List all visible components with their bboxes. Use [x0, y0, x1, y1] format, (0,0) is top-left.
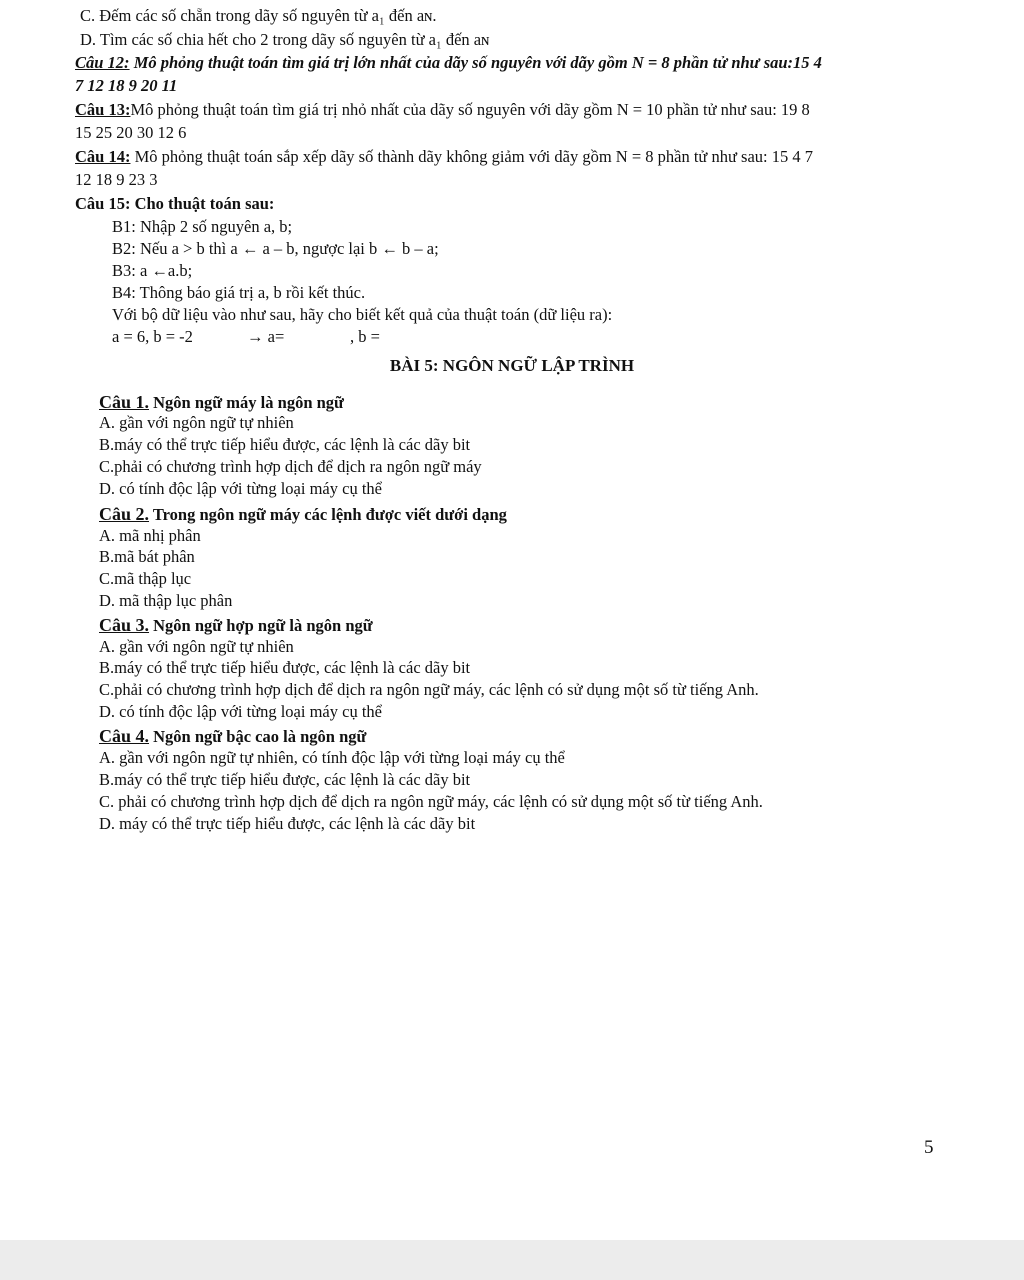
prev-option-c: C. Đếm các số chẵn trong dãy số nguyên từ a₁ đến aɴ. — [80, 6, 437, 25]
question-15-input: a = 6, b = -2 — [112, 327, 193, 346]
mcq-2-option-c: C.mã thập lục — [99, 569, 192, 588]
question-12 — [75, 53, 822, 73]
prev-option-d: D. Tìm các số chia hết cho 2 trong dãy số nguyên từ a₁ đến aɴ — [80, 30, 490, 49]
mcq-1-label: Câu 1. — [99, 392, 150, 412]
mcq-3-option-a: A. gần với ngôn ngữ tự nhiên — [99, 637, 294, 656]
mcq-4-option-d: D. máy có thể trực tiếp hiểu được, các lệnh là các dãy bit — [99, 814, 476, 833]
mcq-4-question — [99, 726, 366, 747]
mcq-1-text: Ngôn ngữ máy là ngôn ngữ — [149, 393, 344, 412]
question-15-prompt: Với bộ dữ liệu vào như sau, hãy cho biết kết quả của thuật toán (dữ liệu ra): — [112, 305, 613, 324]
question-14-label: Câu 14: — [75, 147, 131, 166]
question-14-text: Mô phỏng thuật toán sắp xếp dãy số thành dãy không giảm với dãy gồm N = 8 phần tử như sau: 15 4 7 — [130, 147, 814, 166]
mcq-2-label: Câu 2. — [99, 504, 150, 524]
mcq-2-question — [99, 504, 507, 525]
mcq-1-question — [99, 392, 344, 413]
mcq-2-option-a: A. mã nhị phân — [99, 526, 201, 545]
mcq-2-option-b: B.mã bát phân — [99, 547, 195, 566]
algorithm-step-1: B1: Nhập 2 số nguyên a, b; — [112, 217, 293, 236]
question-13 — [75, 100, 810, 120]
mcq-3-label: Câu 3. — [99, 615, 150, 635]
question-12-label: Câu 12: — [75, 53, 130, 72]
mcq-4-text: Ngôn ngữ bậc cao là ngôn ngữ — [149, 727, 367, 746]
mcq-1-option-a: A. gần với ngôn ngữ tự nhiên — [99, 413, 294, 432]
mcq-1-option-d: D. có tính độc lập với từng loại máy cụ thể — [99, 479, 382, 498]
mcq-3-text: Ngôn ngữ hợp ngữ là ngôn ngữ — [149, 616, 373, 635]
mcq-4-option-c: C. phải có chương trình hợp dịch để dịch ra ngôn ngữ máy, các lệnh có sử dụng một số từ tiếng Anh. — [99, 792, 763, 811]
mcq-3-question — [99, 615, 373, 636]
question-13-data: 15 25 20 30 12 6 — [75, 123, 187, 142]
mcq-3-option-d: D. có tính độc lập với từng loại máy cụ thể — [99, 702, 382, 721]
mcq-1-option-b: B.máy có thể trực tiếp hiểu được, các lệnh là các dãy bit — [99, 435, 471, 454]
question-15-title: Câu 15: Cho thuật toán sau: — [75, 194, 275, 213]
mcq-4-option-a: A. gần với ngôn ngữ tự nhiên, có tính độc lập với từng loại máy cụ thể — [99, 748, 565, 767]
question-13-label: Câu 13: — [75, 100, 131, 119]
question-12-data: 7 12 18 9 20 11 — [75, 76, 178, 95]
mcq-3-option-b: B.máy có thể trực tiếp hiểu được, các lệnh là các dãy bit — [99, 658, 471, 677]
mcq-1-option-c: C.phải có chương trình hợp dịch để dịch ra ngôn ngữ máy — [99, 457, 482, 476]
question-14-data: 12 18 9 23 3 — [75, 170, 158, 189]
question-12-text: Mô phỏng thuật toán tìm giá trị lớn nhất của dãy số nguyên với dãy gồm N = 8 phần tử như sau:15 4 — [129, 53, 822, 72]
question-15-output-a: → a= — [247, 327, 285, 346]
mcq-2-text: Trong ngôn ngữ máy các lệnh được viết dưới dạng — [149, 505, 507, 524]
question-13-text: Mô phỏng thuật toán tìm giá trị nhỏ nhất của dãy số nguyên với dãy gồm N = 10 phần tử như sau: 19 8 — [130, 100, 810, 119]
mcq-2-option-d: D. mã thập lục phân — [99, 591, 233, 610]
section-title: BÀI 5: NGÔN NGỮ LẬP TRÌNH — [389, 356, 635, 375]
mcq-4-option-b: B.máy có thể trực tiếp hiểu được, các lệnh là các dãy bit — [99, 770, 471, 789]
algorithm-step-2: B2: Nếu a > b thì a ← a – b, ngược lại b ← b – a; — [112, 239, 439, 258]
mcq-3-option-c: C.phải có chương trình hợp dịch để dịch ra ngôn ngữ máy, các lệnh có sử dụng một số từ tiếng Anh. — [99, 680, 759, 699]
mcq-4-label: Câu 4. — [99, 726, 150, 746]
algorithm-step-4: B4: Thông báo giá trị a, b rồi kết thúc. — [112, 283, 366, 302]
page-number: 5 — [924, 1137, 934, 1158]
question-15-output-b: , b = — [350, 327, 380, 346]
algorithm-step-3: B3: a ←a.b; — [112, 261, 193, 280]
question-14 — [75, 147, 813, 167]
